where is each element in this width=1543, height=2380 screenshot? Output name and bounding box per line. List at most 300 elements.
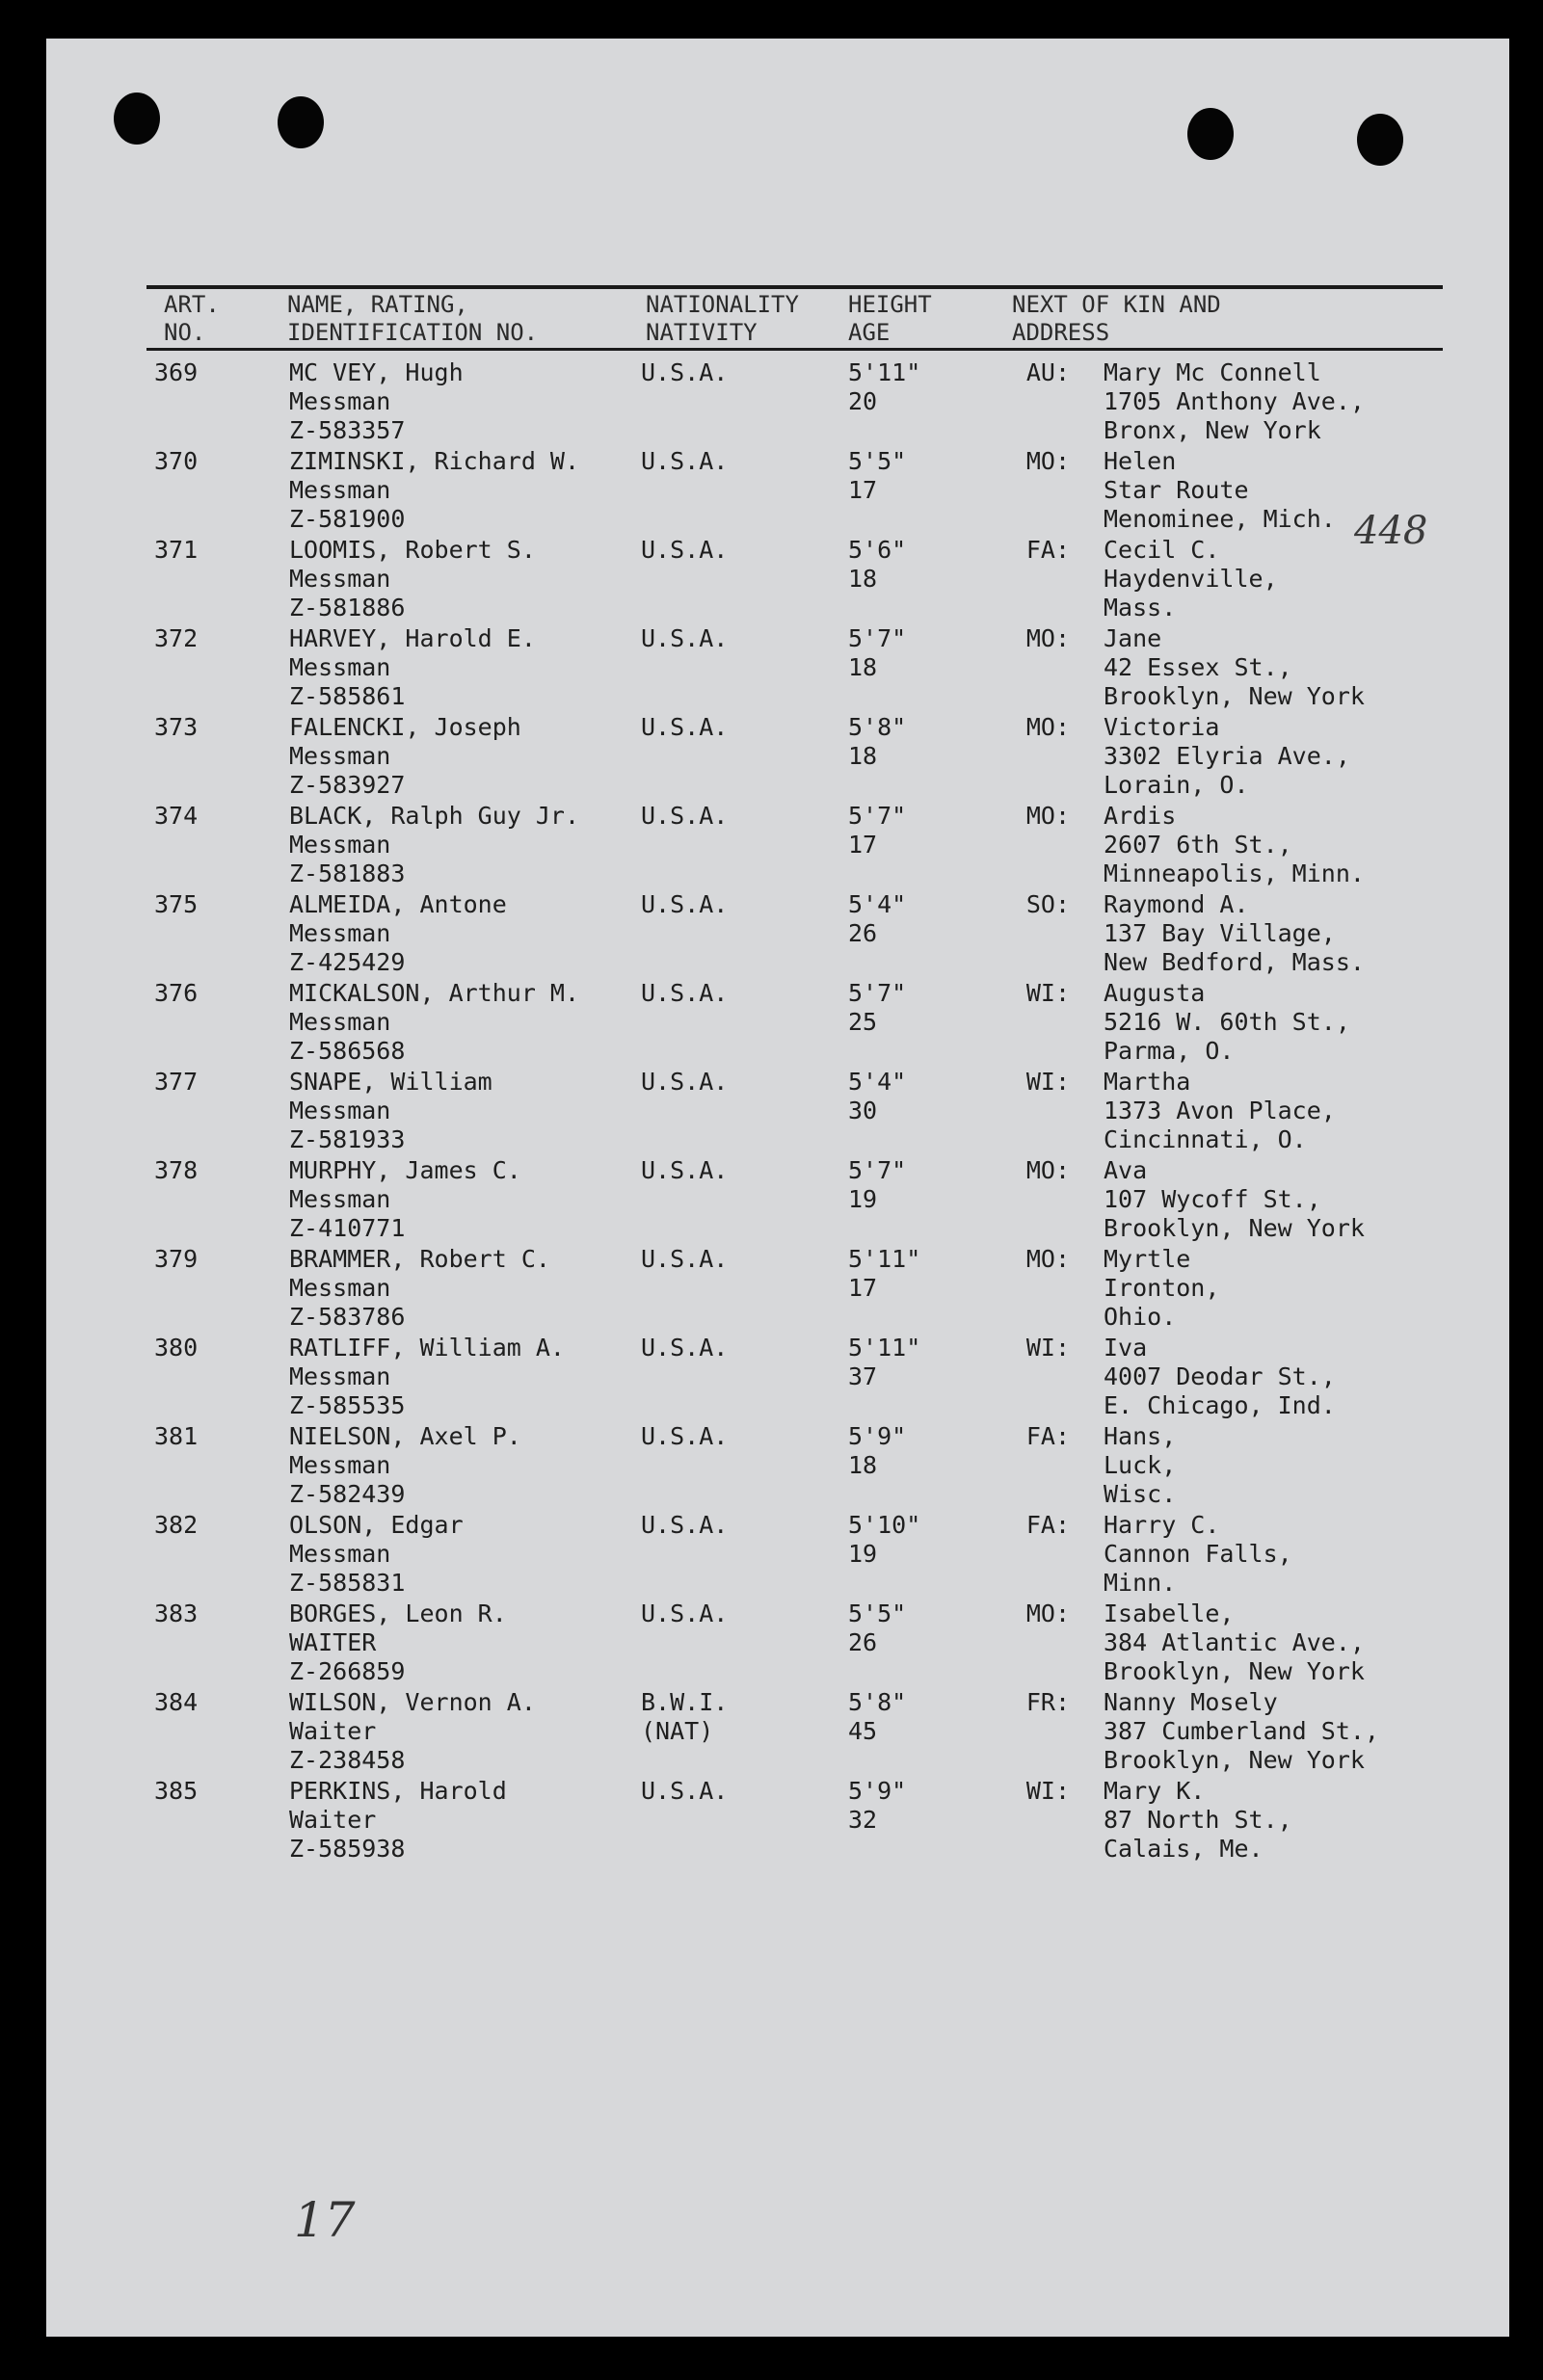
height-age-line: 32 (848, 1806, 878, 1834)
height-age-line: 5'11" (848, 1334, 921, 1362)
name-rating-id (289, 1422, 521, 1509)
next-of-kin-address (1104, 1688, 1379, 1775)
relation (1002, 1068, 1070, 1097)
next-of-kin-address (1104, 1245, 1219, 1332)
height-age-line: 45 (848, 1717, 878, 1745)
nationality-line: U.S.A. (641, 1245, 729, 1273)
header-name: NAME, RATING, IDENTIFICATION NO. (287, 291, 539, 346)
next-of-kin-address (1104, 447, 1336, 534)
next-of-kin-address-line: Ardis (1104, 802, 1177, 830)
height-age-line: 5'5" (848, 447, 907, 475)
art-number (154, 979, 222, 1008)
art-number (154, 1688, 222, 1717)
height-age-line: 18 (848, 653, 878, 681)
nationality-line: U.S.A. (641, 358, 729, 386)
header-nationality: NATIONALITY NATIVITY (646, 291, 799, 346)
next-of-kin-address-line: Iva (1104, 1334, 1148, 1362)
page-number: 17 (294, 2192, 356, 2248)
name-rating-id (289, 1777, 507, 1864)
art-number-line: 369 (154, 358, 199, 386)
height-age (848, 358, 920, 416)
crew-record (0, 1511, 1543, 1600)
art-number-line: 370 (154, 447, 199, 475)
relation (1002, 1777, 1070, 1806)
next-of-kin-address-line: E. Chicago, Ind. (1104, 1391, 1336, 1419)
name-rating-id-line: Z-583786 (289, 1303, 406, 1331)
nationality-line: U.S.A. (641, 624, 729, 652)
nationality-line: U.S.A. (641, 447, 729, 475)
height-age-line: 25 (848, 1008, 878, 1036)
crew-record (0, 979, 1543, 1068)
relation-line: MO: (1025, 1245, 1070, 1273)
name-rating-id-line: Messman (289, 653, 391, 681)
art-number (154, 1156, 222, 1185)
art-number (154, 890, 222, 919)
nationality (641, 1068, 728, 1097)
next-of-kin-address (1104, 1156, 1365, 1243)
height-age (848, 1156, 906, 1214)
name-rating-id-line: Z-266859 (289, 1657, 406, 1685)
name-rating-id (289, 447, 579, 534)
relation-line: WI: (1025, 1777, 1070, 1805)
name-rating-id-line: OLSON, Edgar (289, 1511, 464, 1539)
name-rating-id (289, 979, 579, 1066)
next-of-kin-address (1104, 1511, 1292, 1598)
name-rating-id (289, 1688, 536, 1775)
next-of-kin-address-line: 1705 Anthony Ave., (1104, 387, 1365, 415)
relation (1002, 1511, 1070, 1540)
name-rating-id-line: Messman (289, 476, 391, 504)
name-rating-id-line: NIELSON, Axel P. (289, 1422, 521, 1450)
relation (1002, 979, 1070, 1008)
nationality (641, 1245, 728, 1274)
relation-line: MO: (1025, 447, 1070, 475)
art-number (154, 1422, 222, 1451)
art-number-line: 375 (154, 890, 199, 918)
height-age-line: 5'8" (848, 1688, 907, 1716)
next-of-kin-address-line: Bronx, New York (1104, 416, 1321, 444)
name-rating-id-line: Messman (289, 1097, 391, 1124)
nationality (641, 713, 728, 742)
name-rating-id-line: Z-585861 (289, 682, 406, 710)
next-of-kin-address-line: 5216 W. 60th St., (1104, 1008, 1350, 1036)
art-number-line: 378 (154, 1156, 199, 1184)
next-of-kin-address-line: Minneapolis, Minn. (1104, 859, 1365, 887)
height-age (848, 802, 906, 859)
name-rating-id (289, 802, 579, 888)
name-rating-id-line: Messman (289, 1274, 391, 1302)
relation-line: MO: (1025, 1156, 1070, 1184)
next-of-kin-address-line: Brooklyn, New York (1104, 682, 1365, 710)
next-of-kin-address-line: Brooklyn, New York (1104, 1657, 1365, 1685)
name-rating-id-line: HARVEY, Harold E. (289, 624, 536, 652)
name-rating-id (289, 1068, 492, 1154)
nationality (641, 890, 728, 919)
relation (1002, 1334, 1070, 1362)
relation-line: FA: (1025, 1511, 1070, 1539)
height-age-line: 19 (848, 1540, 878, 1568)
height-age-line: 18 (848, 1451, 878, 1479)
next-of-kin-address-line: Hans, (1104, 1422, 1177, 1450)
height-age-line: 18 (848, 565, 878, 593)
height-age (848, 624, 906, 682)
next-of-kin-address-line: Mary Mc Connell (1104, 358, 1321, 386)
nationality (641, 802, 728, 831)
art-number (154, 447, 222, 476)
relation (1002, 624, 1070, 653)
name-rating-id-line: RATLIFF, William A. (289, 1334, 565, 1362)
nationality (641, 1334, 728, 1362)
height-age (848, 1245, 920, 1303)
height-age (848, 1334, 920, 1391)
next-of-kin-address-line: Cannon Falls, (1104, 1540, 1292, 1568)
next-of-kin-address-line: Luck, (1104, 1451, 1177, 1479)
nationality (641, 447, 728, 476)
next-of-kin-address-line: Augusta (1104, 979, 1206, 1007)
next-of-kin-address-line: Ava (1104, 1156, 1148, 1184)
relation-line: AU: (1025, 358, 1070, 386)
height-age-line: 5'10" (848, 1511, 921, 1539)
art-number-line: 382 (154, 1511, 199, 1539)
name-rating-id-line: BORGES, Leon R. (289, 1600, 507, 1627)
next-of-kin-address-line: 387 Cumberland St., (1104, 1717, 1379, 1745)
height-age (848, 447, 906, 505)
crew-record (0, 713, 1543, 802)
nationality-line: U.S.A. (641, 1334, 729, 1362)
height-age-line: 17 (848, 476, 878, 504)
art-number-line: 371 (154, 536, 199, 564)
nationality-line: U.S.A. (641, 1600, 729, 1627)
nationality-line: U.S.A. (641, 802, 729, 830)
next-of-kin-address (1104, 713, 1350, 800)
next-of-kin-address-line: Cincinnati, O. (1104, 1125, 1307, 1153)
nationality (641, 1600, 728, 1628)
name-rating-id-line: PERKINS, Harold (289, 1777, 507, 1805)
next-of-kin-address-line: Ohio. (1104, 1303, 1177, 1331)
next-of-kin-address (1104, 979, 1350, 1066)
next-of-kin-address (1104, 624, 1365, 711)
nationality-line: U.S.A. (641, 1156, 729, 1184)
next-of-kin-address-line: 384 Atlantic Ave., (1104, 1628, 1365, 1656)
name-rating-id-line: Messman (289, 1451, 391, 1479)
next-of-kin-address (1104, 802, 1365, 888)
nationality (641, 979, 728, 1008)
height-age (848, 1688, 906, 1746)
nationality-line: U.S.A. (641, 1511, 729, 1539)
crew-record (0, 1688, 1543, 1777)
next-of-kin-address (1104, 1422, 1176, 1509)
height-age-line: 5'8" (848, 713, 907, 741)
height-age-line: 30 (848, 1097, 878, 1124)
art-number-line: 374 (154, 802, 199, 830)
name-rating-id-line: MC VEY, Hugh (289, 358, 464, 386)
relation-line: MO: (1025, 802, 1070, 830)
next-of-kin-address-line: 4007 Deodar St., (1104, 1362, 1336, 1390)
height-age-line: 5'6" (848, 536, 907, 564)
crew-record (0, 1334, 1543, 1422)
name-rating-id-line: Messman (289, 387, 391, 415)
next-of-kin-address-line: New Bedford, Mass. (1104, 948, 1365, 976)
next-of-kin-address (1104, 536, 1278, 622)
art-number-line: 384 (154, 1688, 199, 1716)
next-of-kin-address-line: Minn. (1104, 1569, 1177, 1597)
nationality (641, 1777, 728, 1806)
next-of-kin-address-line: Wisc. (1104, 1480, 1177, 1508)
next-of-kin-address-line: Nanny Mosely (1104, 1688, 1278, 1716)
relation (1002, 358, 1070, 387)
name-rating-id-line: Messman (289, 831, 391, 859)
height-age-line: 5'11" (848, 358, 921, 386)
crew-record (0, 802, 1543, 890)
crew-record (0, 1600, 1543, 1688)
nationality-line: U.S.A. (641, 1068, 729, 1096)
nationality-line: U.S.A. (641, 890, 729, 918)
name-rating-id-line: Z-581883 (289, 859, 406, 887)
name-rating-id (289, 1511, 464, 1598)
next-of-kin-address-line: Myrtle (1104, 1245, 1191, 1273)
next-of-kin-address-line: Raymond A. (1104, 890, 1249, 918)
nationality-line: U.S.A. (641, 713, 729, 741)
relation (1002, 447, 1070, 476)
relation-line: WI: (1025, 1334, 1070, 1362)
relation-line: FA: (1025, 536, 1070, 564)
height-age (848, 1422, 906, 1480)
height-age (848, 1600, 906, 1657)
height-age-line: 5'5" (848, 1600, 907, 1627)
name-rating-id-line: MICKALSON, Arthur M. (289, 979, 580, 1007)
crew-record (0, 1422, 1543, 1511)
height-age (848, 1068, 906, 1125)
art-number-line: 383 (154, 1600, 199, 1627)
height-age (848, 1511, 920, 1569)
art-number-line: 380 (154, 1334, 199, 1362)
next-of-kin-address-line: Haydenville, (1104, 565, 1278, 593)
next-of-kin-address-line: 3302 Elyria Ave., (1104, 742, 1350, 770)
next-of-kin-address-line: Helen (1104, 447, 1177, 475)
nationality-line: U.S.A. (641, 1422, 729, 1450)
art-number-line: 376 (154, 979, 199, 1007)
relation (1002, 1600, 1070, 1628)
name-rating-id (289, 624, 536, 711)
name-rating-id-line: Messman (289, 1540, 391, 1568)
nationality (641, 1511, 728, 1540)
next-of-kin-address (1104, 1334, 1336, 1420)
header-next-of-kin: NEXT OF KIN AND ADDRESS (1012, 291, 1221, 346)
height-age-line: 5'9" (848, 1777, 907, 1805)
art-number (154, 1600, 222, 1628)
name-rating-id-line: BLACK, Ralph Guy Jr. (289, 802, 580, 830)
art-number (154, 536, 222, 565)
next-of-kin-address (1104, 358, 1365, 445)
height-age-line: 18 (848, 742, 878, 770)
next-of-kin-address-line: Victoria (1104, 713, 1220, 741)
next-of-kin-address (1104, 1068, 1336, 1154)
height-age (848, 536, 906, 594)
next-of-kin-address-line: Ironton, (1104, 1274, 1220, 1302)
name-rating-id-line: Z-238458 (289, 1746, 406, 1774)
art-number (154, 1777, 222, 1806)
relation-line: WI: (1025, 1068, 1070, 1096)
art-number-line: 381 (154, 1422, 199, 1450)
name-rating-id-line: Z-585938 (289, 1835, 406, 1863)
relation-line: FA: (1025, 1422, 1070, 1450)
name-rating-id-line: Z-585831 (289, 1569, 406, 1597)
crew-record (0, 447, 1543, 536)
relation (1002, 1156, 1070, 1185)
name-rating-id-line: WILSON, Vernon A. (289, 1688, 536, 1716)
next-of-kin-address-line: 2607 6th St., (1104, 831, 1292, 859)
name-rating-id-line: Z-581900 (289, 505, 406, 533)
name-rating-id-line: Z-586568 (289, 1037, 406, 1065)
art-number (154, 624, 222, 653)
nationality (641, 536, 728, 565)
nationality-line: U.S.A. (641, 979, 729, 1007)
height-age-line: 5'7" (848, 979, 907, 1007)
height-age-line: 37 (848, 1362, 878, 1390)
next-of-kin-address-line: Mary K. (1104, 1777, 1206, 1805)
next-of-kin-address-line: Star Route (1104, 476, 1249, 504)
name-rating-id-line: Messman (289, 1362, 391, 1390)
art-number (154, 802, 222, 831)
height-age-line: 5'11" (848, 1245, 921, 1273)
relation (1002, 536, 1070, 565)
name-rating-id-line: SNAPE, William (289, 1068, 492, 1096)
next-of-kin-address-line: 87 North St., (1104, 1806, 1292, 1834)
header-height-age: HEIGHT AGE (848, 291, 932, 346)
name-rating-id-line: LOOMIS, Robert S. (289, 536, 536, 564)
punch-hole-icon (1357, 114, 1403, 166)
next-of-kin-address (1104, 1777, 1292, 1864)
next-of-kin-address-line: Jane (1104, 624, 1162, 652)
height-age-line: 19 (848, 1185, 878, 1213)
height-age-line: 5'4" (848, 1068, 907, 1096)
crew-record (0, 624, 1543, 713)
next-of-kin-address-line: Calais, Me. (1104, 1835, 1264, 1863)
relation (1002, 1422, 1070, 1451)
name-rating-id-line: BRAMMER, Robert C. (289, 1245, 550, 1273)
next-of-kin-address (1104, 890, 1365, 977)
height-age-line: 20 (848, 387, 878, 415)
relation (1002, 802, 1070, 831)
name-rating-id-line: Z-583357 (289, 416, 406, 444)
relation-line: WI: (1025, 979, 1070, 1007)
name-rating-id (289, 358, 464, 445)
name-rating-id-line: Z-582439 (289, 1480, 406, 1508)
art-number (154, 1068, 222, 1097)
next-of-kin-address-line: Harry C. (1104, 1511, 1220, 1539)
relation (1002, 890, 1070, 919)
name-rating-id-line: ZIMINSKI, Richard W. (289, 447, 580, 475)
nationality (641, 1688, 728, 1746)
name-rating-id (289, 1600, 507, 1686)
height-age-line: 5'7" (848, 1156, 907, 1184)
name-rating-id-line: MURPHY, James C. (289, 1156, 521, 1184)
height-age-line: 5'7" (848, 624, 907, 652)
nationality-line: (NAT) (641, 1717, 714, 1745)
art-number (154, 358, 222, 387)
nationality-line: U.S.A. (641, 1777, 729, 1805)
name-rating-id-line: Z-581886 (289, 594, 406, 621)
name-rating-id-line: Messman (289, 1008, 391, 1036)
art-number (154, 713, 222, 742)
crew-record (0, 358, 1543, 447)
art-number-line: 373 (154, 713, 199, 741)
next-of-kin-address (1104, 1600, 1365, 1686)
art-number-line: 379 (154, 1245, 199, 1273)
stamped-number: 448 (1354, 509, 1428, 553)
next-of-kin-address-line: Brooklyn, New York (1104, 1214, 1365, 1242)
name-rating-id-line: Z-585535 (289, 1391, 406, 1419)
relation (1002, 713, 1070, 742)
relation (1002, 1245, 1070, 1274)
crew-record (0, 890, 1543, 979)
name-rating-id-line: Messman (289, 565, 391, 593)
name-rating-id-line: ALMEIDA, Antone (289, 890, 507, 918)
name-rating-id (289, 890, 507, 977)
name-rating-id-line: WAITER (289, 1628, 377, 1656)
name-rating-id (289, 1156, 521, 1243)
art-number (154, 1245, 222, 1274)
next-of-kin-address-line: Menominee, Mich. (1104, 505, 1336, 533)
height-age-line: 17 (848, 1274, 878, 1302)
next-of-kin-address-line: Martha (1104, 1068, 1191, 1096)
next-of-kin-address-line: Isabelle, (1104, 1600, 1235, 1627)
name-rating-id-line: Messman (289, 1185, 391, 1213)
next-of-kin-address-line: 107 Wycoff St., (1104, 1185, 1321, 1213)
name-rating-id-line: Waiter (289, 1806, 377, 1834)
crew-record (0, 1068, 1543, 1156)
relation-line: MO: (1025, 1600, 1070, 1627)
height-age-line: 17 (848, 831, 878, 859)
next-of-kin-address-line: 137 Bay Village, (1104, 919, 1336, 947)
punch-hole-icon (1187, 108, 1234, 160)
relation-line: MO: (1025, 713, 1070, 741)
height-age (848, 890, 906, 948)
art-number-line: 385 (154, 1777, 199, 1805)
name-rating-id (289, 536, 536, 622)
next-of-kin-address-line: Lorain, O. (1104, 771, 1249, 799)
name-rating-id (289, 1334, 565, 1420)
nationality (641, 358, 728, 387)
height-age (848, 979, 906, 1037)
relation-line: SO: (1025, 890, 1070, 918)
name-rating-id-line: Messman (289, 742, 391, 770)
header-art-no: ART. NO. (164, 291, 220, 346)
crew-record (0, 1156, 1543, 1245)
name-rating-id (289, 713, 521, 800)
name-rating-id (289, 1245, 550, 1332)
height-age-line: 5'7" (848, 802, 907, 830)
relation (1002, 1688, 1070, 1717)
name-rating-id-line: Messman (289, 919, 391, 947)
height-age-line: 5'4" (848, 890, 907, 918)
art-number-line: 372 (154, 624, 199, 652)
name-rating-id-line: Z-581933 (289, 1125, 406, 1153)
header-top-rule (146, 285, 1443, 289)
relation-line: FR: (1025, 1688, 1070, 1716)
nationality-line: B.W.I. (641, 1688, 729, 1716)
nationality-line: U.S.A. (641, 536, 729, 564)
next-of-kin-address-line: Parma, O. (1104, 1037, 1235, 1065)
crew-record (0, 1245, 1543, 1334)
name-rating-id-line: Waiter (289, 1717, 377, 1745)
height-age-line: 26 (848, 1628, 878, 1656)
name-rating-id-line: FALENCKI, Joseph (289, 713, 521, 741)
name-rating-id-line: Z-425429 (289, 948, 406, 976)
height-age (848, 1777, 906, 1835)
nationality (641, 1422, 728, 1451)
name-rating-id-line: Z-583927 (289, 771, 406, 799)
